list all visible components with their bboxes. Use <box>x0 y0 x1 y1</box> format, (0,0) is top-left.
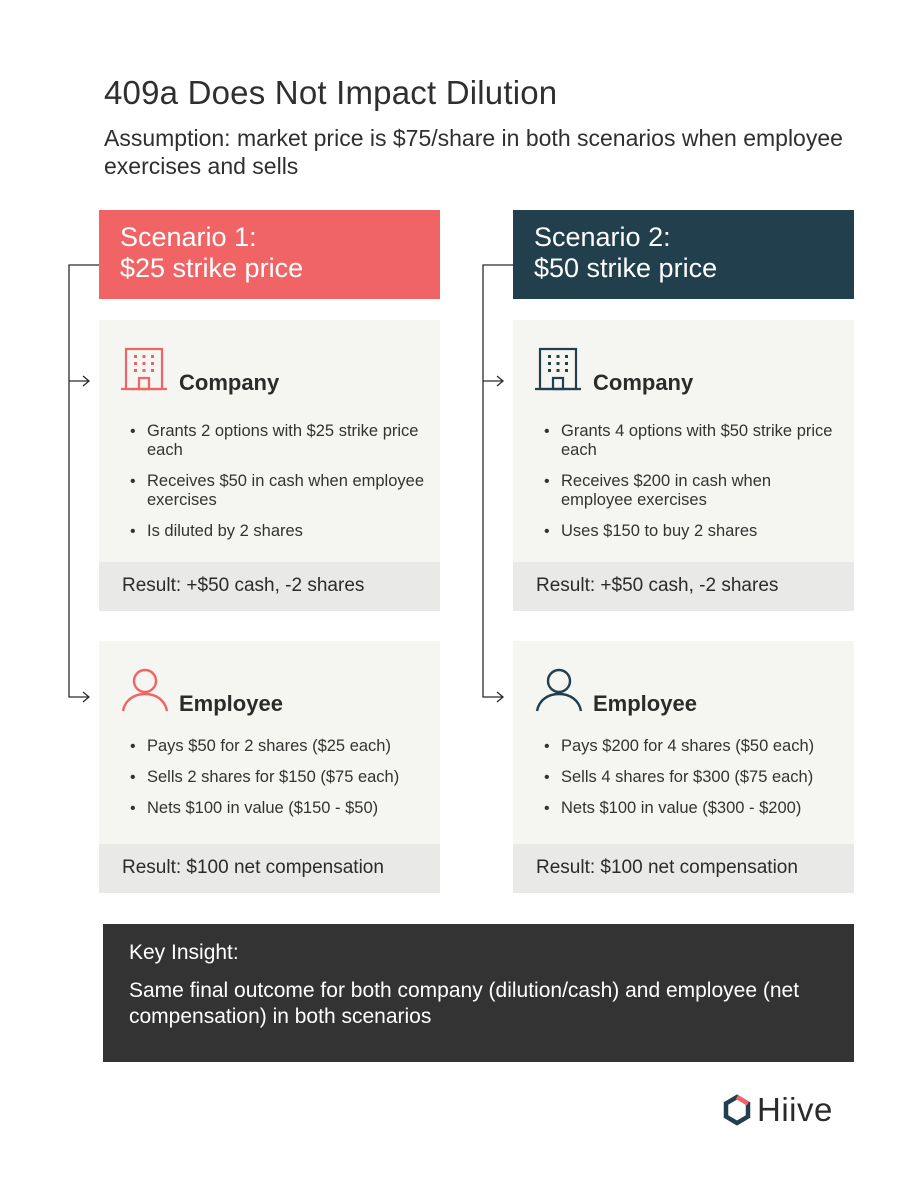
list-item: • Sells 2 shares for $150 ($75 each) <box>130 768 430 787</box>
building-icon <box>121 346 167 392</box>
scenario-1-header <box>99 210 440 299</box>
list-item: • Grants 4 options with $50 strike price each <box>544 422 844 460</box>
scenario-1-header-line1: Scenario 1: <box>120 222 257 252</box>
page-title: 409a Does Not Impact Dilution <box>104 74 558 111</box>
company-bullets <box>130 422 430 553</box>
key-insight-text: Same final outcome for both company (dilution/cash) and employee (net compensation) in both scenarios <box>129 979 800 1028</box>
employee-bullets <box>130 737 430 830</box>
hexagon-logo-icon <box>723 1094 751 1126</box>
scenario-2-company-card <box>513 320 854 611</box>
employee-title: Employee <box>179 691 283 716</box>
hiive-logo <box>723 1090 833 1130</box>
employee-result: Result: $100 net compensation <box>99 844 440 893</box>
employee-result: Result: $100 net compensation <box>513 844 854 893</box>
page-subtitle: Assumption: market price is $75/share in both scenarios when employee exercises and sells <box>104 125 843 179</box>
list-item: • Grants 2 options with $25 strike price each <box>130 422 430 460</box>
scenario-1-employee-card <box>99 641 440 893</box>
company-result: Result: +$50 cash, -2 shares <box>99 562 440 611</box>
scenario-2-employee-card <box>513 641 854 893</box>
company-result: Result: +$50 cash, -2 shares <box>513 562 854 611</box>
scenario-1-company-card <box>99 320 440 611</box>
list-item: • Receives $50 in cash when employee exercises <box>130 472 430 510</box>
list-item: • Sells 4 shares for $300 ($75 each) <box>544 768 844 787</box>
building-icon <box>535 346 581 392</box>
logo-text: Hiive <box>757 1091 833 1128</box>
list-item: • Uses $150 to buy 2 shares <box>544 522 844 541</box>
list-item: • Pays $50 for 2 shares ($25 each) <box>130 737 430 756</box>
company-bullets <box>544 422 844 553</box>
company-title: Company <box>179 370 280 395</box>
list-item: • Nets $100 in value ($300 - $200) <box>544 799 844 818</box>
list-item: • Nets $100 in value ($150 - $50) <box>130 799 430 818</box>
company-title: Company <box>593 370 694 395</box>
scenario-1-header-line2: $25 strike price <box>120 253 304 283</box>
list-item: • Is diluted by 2 shares <box>130 522 430 541</box>
key-insight-box <box>103 924 854 1062</box>
scenario-2-header-line2: $50 strike price <box>534 253 718 283</box>
employee-bullets <box>544 737 844 830</box>
connector-left <box>69 265 99 697</box>
list-item: • Receives $200 in cash when employee exercises <box>544 472 844 510</box>
list-item: • Pays $200 for 4 shares ($50 each) <box>544 737 844 756</box>
scenario-2-header-line1: Scenario 2: <box>534 222 671 252</box>
key-insight-title: Key Insight: <box>129 941 239 964</box>
person-icon <box>121 667 169 713</box>
connector-right <box>483 265 513 697</box>
employee-title: Employee <box>593 691 697 716</box>
scenario-2-header <box>513 210 854 299</box>
person-icon <box>535 667 583 713</box>
